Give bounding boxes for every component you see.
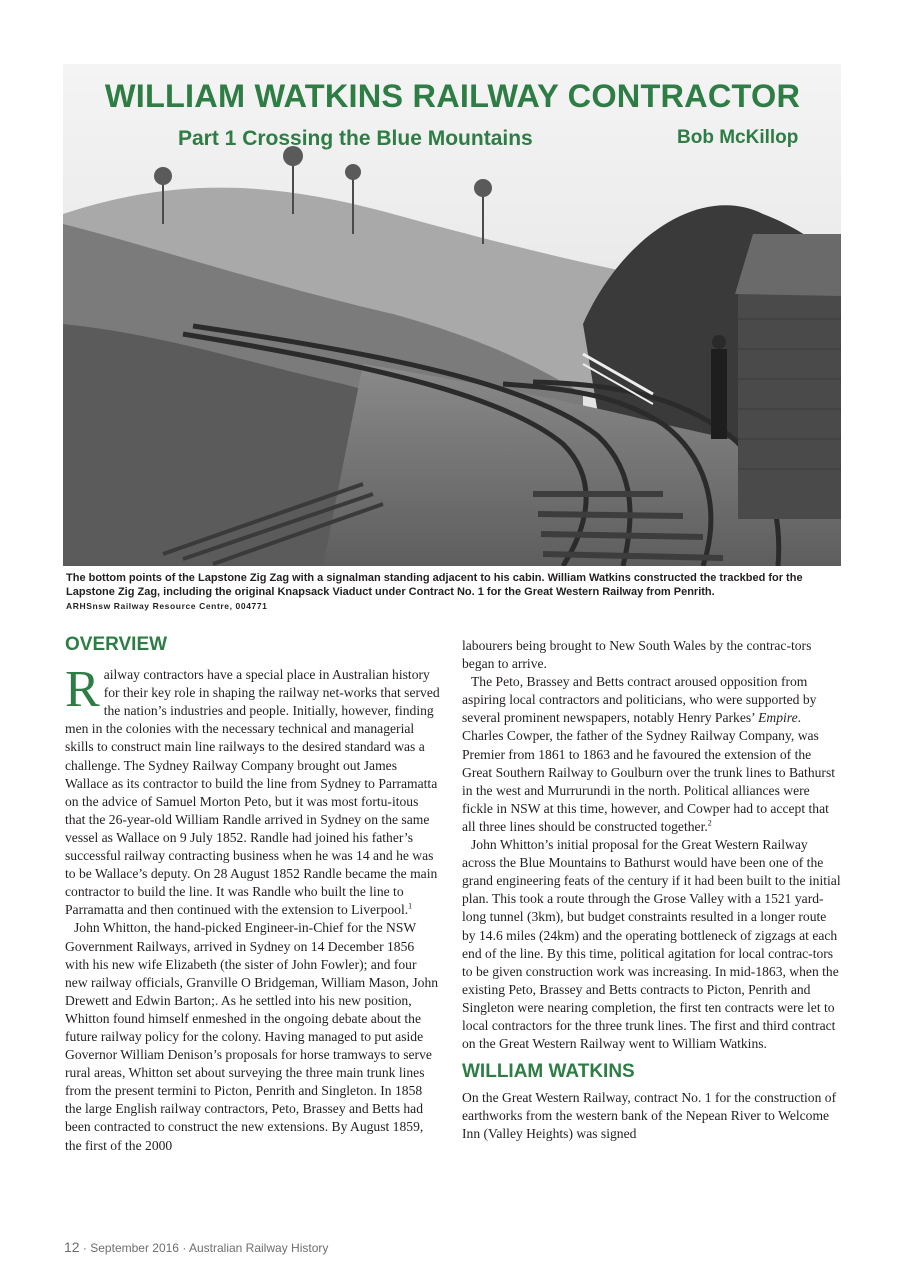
photo-credit: ARHSnsw Railway Resource Centre, 004771 (66, 601, 268, 611)
photo-caption: The bottom points of the Lapstone Zig Zag with a signalman standing adjacent to his cabin. William Watkins constructed the trackbed for the Lapstone Zig Zag, including the original Knapsack Viaduct under Contract No. 1 for the Great Western Railway from Penrith. (66, 572, 803, 598)
page-footer (64, 1239, 328, 1255)
paragraph-3: labourers being brought to New South Wales by the contrac-tors began to arrive. (462, 638, 812, 672)
page-number: 12 (64, 1239, 80, 1255)
footer-text: · September 2016 · Australian Railway History (82, 1241, 329, 1255)
paragraph-1-text: ailway contractors have a special place in Australian history for their key role in shaping the railway net-works that served the nation’s industries and people. Initially, however, finding men in the colonies with the necessary technical and managerial skills to construct main line railways to the desired standard was a challenge. The Sydney Railway Company brought out James Wallace as its contractor to build the line from Sydney to Parramatta on the advice of Samuel Morton Peto, but it was most fortu-itous that the 26-year-old William Randle arrived in Sydney on the same vessel as Wallace on 9 July 1852. Randle had joined his father’s successful railway contracting business when he was 14 and he was to be Wallace’s deputy. On 28 August 1852 Randle became the main contractor to build the line. It was Randle who built the line to Parramatta and then continued with the extension to Liverpool. (65, 667, 440, 918)
article-title: WILLIAM WATKINS RAILWAY CONTRACTOR (104, 78, 801, 114)
left-column (65, 636, 441, 1155)
section-heading-william-watkins: WILLIAM WATKINS (462, 1061, 635, 1083)
paragraph-4-text-b: . Charles Cowper, the father of the Sydney Railway Company, was Premier from 1861 to 1863 and he favoured the extension of the Great Southern Railway to Goulburn over the trunk lines to Bathurst in the west and Murrurundi in the north. Political alliances were fickle in NSW at this time, however, and Cowper had to accept that all three lines should be constructed together. (462, 710, 836, 834)
paragraph-2: John Whitton, the hand-picked Engineer-in-Chief for the NSW Government Railways, arrived in Sydney on 14 December 1856 with his new wife Elizabeth (the sister of John Fowler); and four new railway officials, Granville O Bridgeman, William Mason, John Drewett and Edwin Barton;. As he settled into his new position, Whitton found himself enmeshed in the ongoing debate about the future railway policy for the colony. Having managed to put aside Governor William Denison’s proposals for horse tramways to serve rural areas, Whitton set about surveying the three main trunk lines from the present termini to Picton, Penrith and Singleton. In 1858 the large English railway contractors, Peto, Brassey and Betts had been contracted to construct the new extensions. By August 1859, the first of the 2000 (65, 920, 439, 1153)
drop-cap: R (65, 661, 100, 719)
paragraph-5: John Whitton’s initial proposal for the Great Western Railway across the Blue Mountains to Bathurst would have been one of the grand engineering feats of the century if it had been built to the initial plan. This took a route through the Grose Valley with a 1521 yard-long tunnel (3km), but budget constraints resulted in a longer route by 14.6 miles (24km) and the operating bottleneck of zigzags at each end of the line. By this time, political agitation for local contrac-tors to be given construction work was increasing. In mid-1863, when the existing Peto, Brassey and Betts contracts to Picton, Penrith and Singleton were nearing completion, the first ten contracts were let to local contractors for the three trunk lines. The first and third contract on the Great Western Railway went to William Watkins. (462, 837, 841, 1052)
paragraph-4-text-a: The Peto, Brassey and Betts contract aroused opposition from aspiring local contractors and politicians, who were supported by several prominent newspapers, notably Henry Parkes’ (462, 674, 817, 726)
newspaper-title: Empire (758, 710, 798, 726)
article-subtitle: Part 1 Crossing the Blue Mountains (178, 127, 533, 150)
paragraph-6: On the Great Western Railway, contract No. 1 for the construction of earthworks from the western bank of the Nepean River to Welcome Inn (Valley Heights) was signed (462, 1090, 837, 1142)
right-column (462, 637, 842, 1144)
author-name: Bob McKillop (677, 127, 799, 148)
paragraph-1 (65, 661, 441, 919)
footnote-ref-1[interactable]: 1 (408, 901, 413, 911)
section-heading-overview: OVERVIEW (65, 634, 168, 655)
footnote-ref-2[interactable]: 2 (707, 818, 712, 828)
paragraph-4 (462, 673, 842, 836)
